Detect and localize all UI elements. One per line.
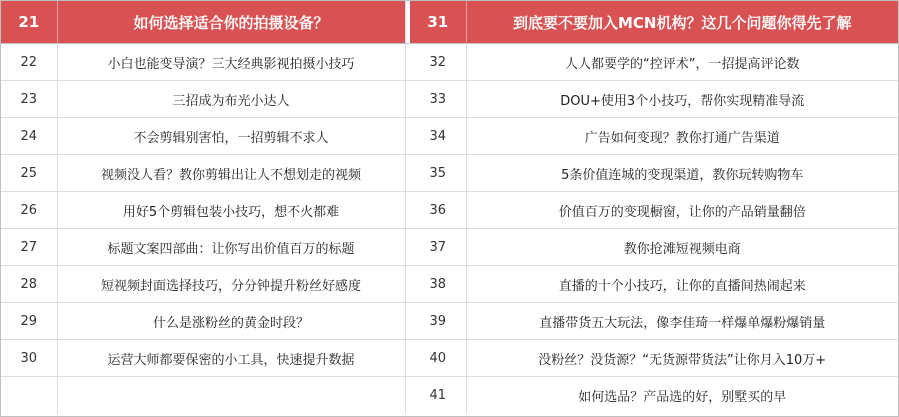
table-row [1,81,898,118]
left-header-number: 21 [1,1,57,44]
table-row [1,118,898,155]
left-header-title: 如何选择适合你的拍摄设备？ [57,1,405,44]
right-header-title: 到底要不要加入MCN机构？这几个问题你得先了解 [466,1,898,44]
right-row-number: 41 [410,377,466,415]
left-row-title: 视频没人看？教你剪辑出让人不想划走的视频 [57,155,405,192]
right-row-title: 广告如何变现？教你打通广告渠道 [466,118,898,155]
table-row [1,266,898,303]
right-row-title: 人人都要学的“控评术”，一招提高评论数 [466,44,898,81]
right-row-title: 直播带货五大玩法，像李佳琦一样爆单爆粉爆销量 [466,303,898,340]
left-row-number: 30 [1,340,57,377]
left-row-number: 28 [1,266,57,303]
left-row-number [1,377,57,415]
right-row-title: 直播的十个小技巧，让你的直播间热闹起来 [466,266,898,303]
left-row-title: 不会剪辑别害怕，一招剪辑不求人 [57,118,405,155]
left-row-title [57,377,405,415]
right-row-number: 33 [410,81,466,118]
right-row-title: DOU+使用3个小技巧，帮你实现精准导流 [466,81,898,118]
right-row-title: 如何选品？产品选的好，别墅买的早 [578,390,787,405]
right-row-number: 32 [410,44,466,81]
right-row-number: 35 [410,155,466,192]
left-row-title: 运营大师都要保密的小工具，快速提升数据 [57,340,405,377]
right-row-title: 价值百万的变现橱窗，让你的产品销量翻倍 [466,192,898,229]
left-row-title: 什么是涨粉丝的黄金时段？ [57,303,405,340]
left-row-number: 23 [1,81,57,118]
table-row [1,44,898,81]
table-row [1,340,898,377]
right-row-number: 37 [410,229,466,266]
right-row-title: 教你抢滩短视频电商 [466,229,898,266]
left-row-title: 小白也能变导演？三大经典影视拍摄小技巧 [57,44,405,81]
right-row-number: 39 [410,303,466,340]
left-row-number: 25 [1,155,57,192]
left-row-number: 26 [1,192,57,229]
right-row-number: 40 [410,340,466,377]
left-row-number: 27 [1,229,57,266]
left-row-number: 29 [1,303,57,340]
right-row-number: 36 [410,192,466,229]
course-list-table [1,1,898,414]
table-row [1,229,898,266]
table-row [1,377,898,415]
right-header-number: 31 [410,1,466,44]
left-row-title: 短视频封面选择技巧，分分钟提升粉丝好感度 [57,266,405,303]
left-row-number: 24 [1,118,57,155]
right-row-number: 34 [410,118,466,155]
table-row [1,155,898,192]
left-row-title: 用好5个剪辑包装小技巧，想不火都难 [57,192,405,229]
left-row-title: 三招成为布光小达人 [57,81,405,118]
left-row-number: 22 [1,44,57,81]
table-header-row [1,1,898,44]
right-row-title: 没粉丝？没货源？“无货源带货法”让你月入10万+ [466,340,898,377]
left-row-title: 标题文案四部曲：让你写出价值百万的标题 [57,229,405,266]
table-row [1,192,898,229]
table-row [1,303,898,340]
right-row-number: 38 [410,266,466,303]
right-row-title: 5条价值连城的变现渠道，教你玩转购物车 [466,155,898,192]
